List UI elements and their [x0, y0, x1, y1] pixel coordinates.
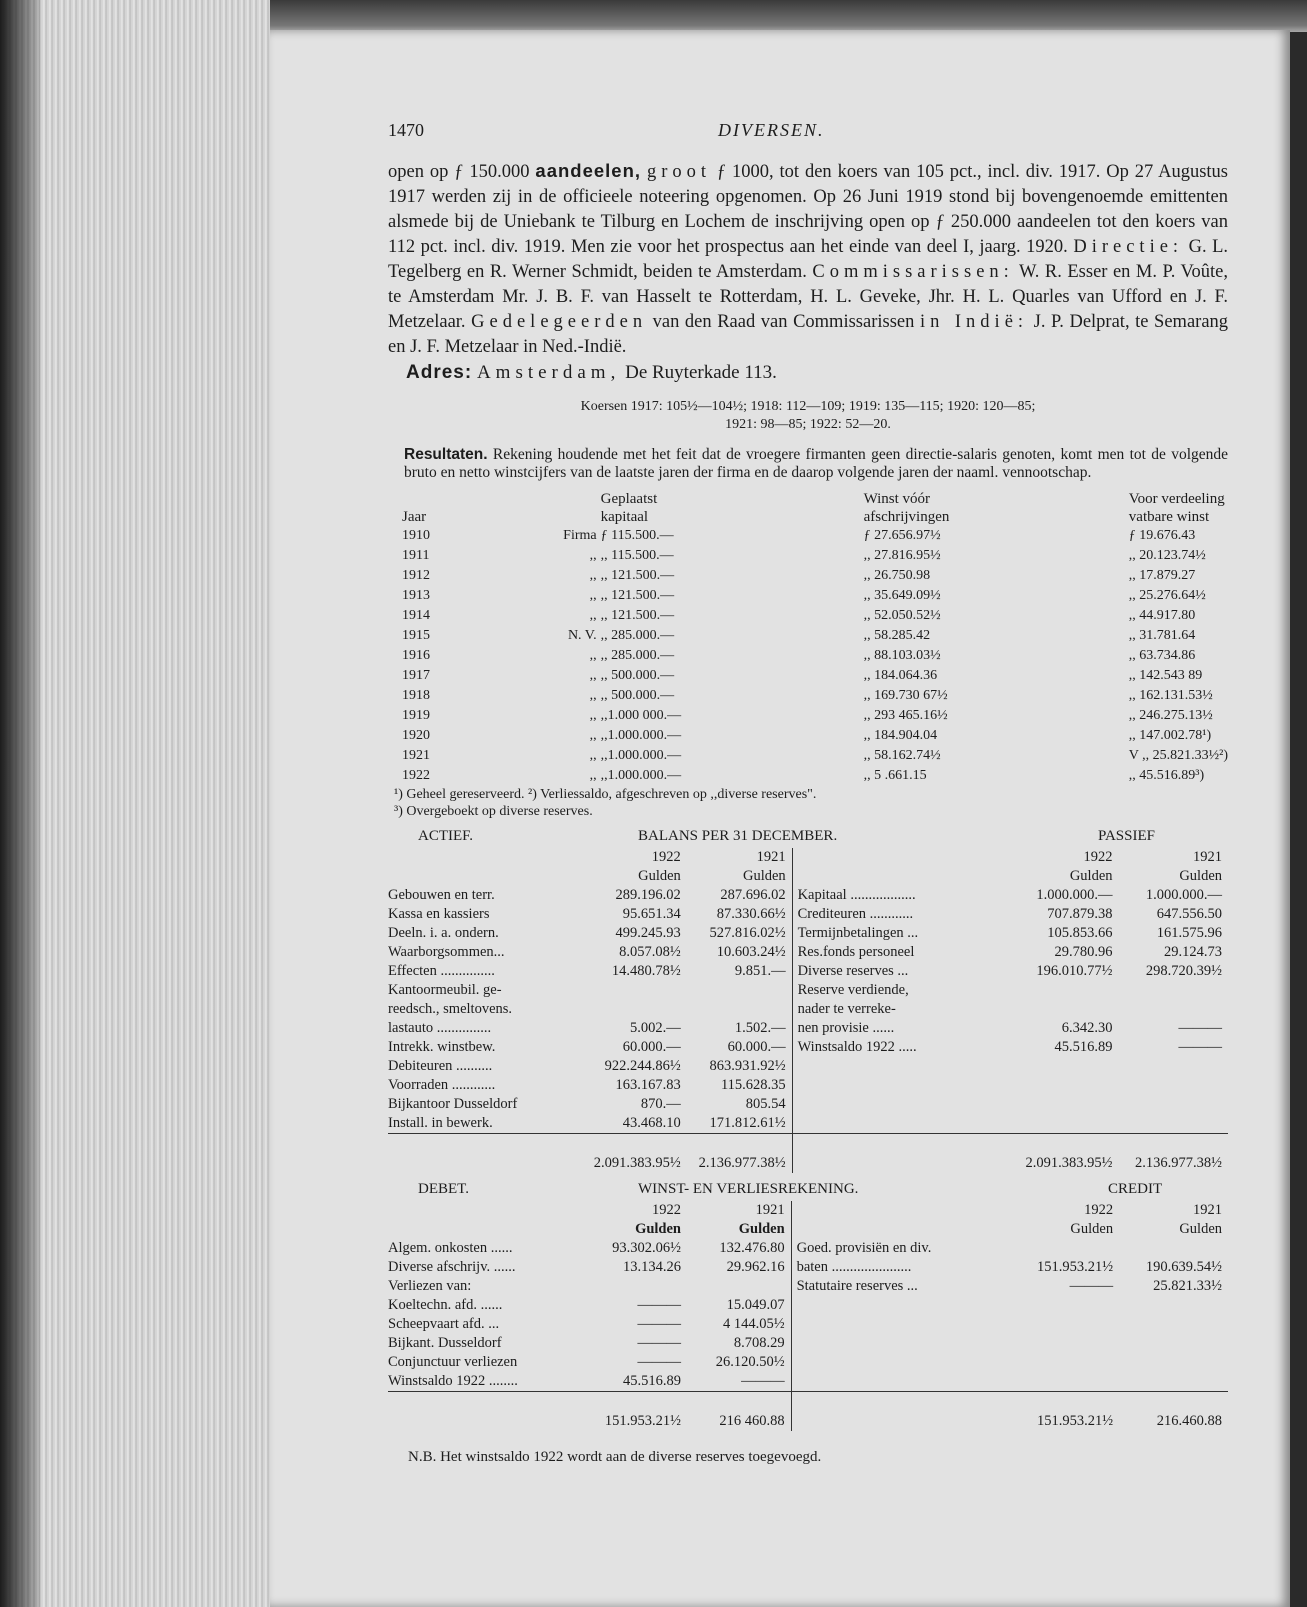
wv-unit-left-2: Gulden: [738, 1221, 785, 1237]
wv-right-label: Statutaire reserves ...: [796, 1278, 918, 1294]
balans-right-label: Res.fonds personeel: [797, 944, 915, 960]
wv-left-label: Koeltechn. afd. ......: [388, 1297, 503, 1313]
balans-left-1921: 10.603.24½: [716, 944, 786, 960]
balans-right-label: Winstsaldo 1922 .....: [797, 1039, 917, 1055]
balans-right-1922: [1009, 981, 1118, 1000]
winst-table: [388, 490, 1228, 786]
wv-total-debet-1922: 151.953.21½: [583, 1392, 687, 1432]
row-vorm: ,,: [589, 688, 597, 703]
balans-left-1922: 5.002.—: [630, 1020, 681, 1036]
row-jaar: 1916: [402, 648, 430, 663]
row-vatbaar: ,, 31.781.64: [1128, 628, 1196, 643]
winst-row: [388, 746, 1228, 766]
page-title: DIVERSEN.: [718, 120, 825, 140]
wv-title: WINST- EN VERLIESREKENING.: [638, 1181, 859, 1197]
balans-row: [388, 1038, 1228, 1057]
balans-row: [388, 1114, 1228, 1134]
row-winst: ,, 27.816.95½: [863, 548, 941, 563]
balans-left-label: Kassa en kassiers: [388, 906, 490, 922]
balans-left-1921: 60.000.—: [727, 1039, 786, 1055]
header-winst-2: afschrijvingen: [863, 509, 950, 525]
adres-label: Adres:: [406, 362, 473, 383]
wv-left-1921: [687, 1277, 791, 1296]
row-vorm: ,,: [589, 768, 597, 783]
balans-left-1922: 499.245.93: [615, 925, 681, 941]
balans-body: [388, 886, 1228, 1134]
row-vatbaar: ,, 162.131.53½: [1128, 688, 1213, 703]
winst-row: [388, 606, 1228, 626]
row-jaar: 1919: [402, 708, 430, 723]
row-vatbaar: ,, 246.275.13½: [1128, 708, 1213, 723]
balans-row: [388, 905, 1228, 924]
balans-left-1921: 863.931.92½: [709, 1058, 786, 1074]
row-vorm: ,,: [589, 668, 597, 683]
winst-row: [388, 526, 1228, 546]
balans-left-label: Intrekk. winstbew.: [388, 1039, 496, 1055]
row-jaar: 1912: [402, 568, 430, 583]
wv-body: [388, 1239, 1228, 1392]
wv-left-label: Verliezen van:: [388, 1278, 472, 1294]
row-winst: ,, 5 .661.15: [863, 768, 927, 783]
balans-total-actief-1922: 2.091.383.95½: [582, 1134, 687, 1174]
balans-right-1922: 105.853.66: [1047, 925, 1113, 941]
row-vatbaar: ,, 17.879.27: [1128, 568, 1196, 583]
footnote-2: ³) Overgeboekt op diverse reserves.: [394, 804, 593, 819]
balans-left-label: lastauto ...............: [388, 1020, 492, 1036]
balans-year-1921-left: 1921: [756, 849, 786, 865]
balans-right-1921: ———: [1178, 1039, 1222, 1055]
commissarissen-keyword: Commissarissen:: [812, 262, 1014, 282]
wv-left-label: Winstsaldo 1922 ........: [388, 1373, 518, 1389]
wv-row: [388, 1277, 1228, 1296]
balans-left-label: Voorraden ............: [388, 1077, 496, 1093]
wv-left-1921: 29.962.16: [726, 1259, 785, 1275]
wv-left-label: Conjunctuur verliezen: [388, 1354, 518, 1370]
row-vatbaar: ,, 20.123.74½: [1128, 548, 1206, 563]
balans-left-1922: 870.—: [640, 1096, 681, 1112]
winst-row: [388, 766, 1228, 786]
balans-right-1922: 45.516.89: [1054, 1039, 1113, 1055]
resultaten-paragraph: [404, 446, 1228, 482]
row-jaar: 1922: [402, 768, 430, 783]
balans-unit-row: [388, 867, 1228, 886]
row-vatbaar: ƒ 19.676.43: [1128, 528, 1196, 543]
balans-left-label: Kantoormeubil. ge-: [388, 982, 502, 998]
row-winst: ,, 58.162.74½: [863, 748, 941, 763]
balans-left-1922: 43.468.10: [622, 1115, 681, 1131]
balans-unit-left-2: Gulden: [742, 868, 786, 884]
balans-row: [388, 1076, 1228, 1095]
indie-names: J. P. Delprat, te Semarang en J. F. Metzelaar in Ned.-Indië.: [388, 312, 1229, 357]
book-page-edges: [0, 0, 270, 1607]
row-winst: ƒ 27.656.97½: [863, 528, 941, 543]
balans-left-1921: 527.816.02½: [709, 925, 786, 941]
winst-table-header-1: [388, 490, 1228, 508]
balans-totals-row: [388, 1134, 1228, 1174]
winst-table-body: [388, 526, 1228, 786]
adres-city: Amsterdam,: [476, 362, 621, 383]
koersen-block: [388, 398, 1228, 434]
row-winst: ,, 58.285.42: [863, 628, 931, 643]
resultaten-label: Resultaten.: [404, 446, 488, 463]
balans-left-1921: 115.628.35: [720, 1077, 786, 1093]
row-vorm: ,,: [589, 748, 597, 763]
row-vorm: ,,: [589, 568, 597, 583]
wv-table: [388, 1201, 1228, 1431]
winst-row: [388, 546, 1228, 566]
balans-row: [388, 1095, 1228, 1114]
balans-right-label: nader te verreke-: [797, 1001, 896, 1017]
wv-row: [388, 1372, 1228, 1392]
wv-right-1922: 151.953.21½: [1036, 1259, 1114, 1275]
wv-total-credit-1922: 151.953.21½: [1010, 1392, 1119, 1432]
book-edge-shadow: [0, 0, 40, 1607]
balans-right-1921: ———: [1178, 1020, 1222, 1036]
wv-heading: [388, 1181, 1228, 1201]
row-vatbaar: ,, 147.002.78¹): [1128, 728, 1212, 743]
intro-paragraph: [388, 158, 1228, 360]
balans-left-1921: 9.851.—: [734, 963, 786, 979]
passief-label: PASSIEF: [1098, 828, 1155, 844]
intro-text-5: ƒ 1000, tot den koers van 105 pct., incl. div. 1917. Op 27 Augustus 1917 werden zij in de officieele noteering opgenomen. Op 26 Juni 1919 stond bij bovengenoemde emittenten alsmede bij de Uniebank te Tilburg en Lochem de inschrijving open op ƒ 250.000 aandeelen tot den koers van 112 pct. incl. div. 1919. Men zie voor het prospectus aan het einde van deel I, jaarg. 1920.: [388, 162, 1229, 257]
balans-left-label: Waarborgsommen...: [388, 944, 505, 960]
row-jaar: 1918: [402, 688, 430, 703]
balans-left-1921: [687, 1000, 792, 1019]
balans-row: [388, 943, 1228, 962]
wv-left-1922: ———: [637, 1335, 681, 1351]
balans-right-label: Diverse reserves ...: [797, 963, 909, 979]
balans-row: [388, 1057, 1228, 1076]
balans-right-1922: 6.342.30: [1061, 1020, 1113, 1036]
row-kapitaal: ,,1.000.000.—: [600, 748, 682, 763]
wv-row: [388, 1315, 1228, 1334]
row-kapitaal: ƒ 115.500.—: [600, 528, 674, 543]
balans-left-1922: 60.000.—: [622, 1039, 681, 1055]
balans-right-1921: 161.575.96: [1156, 925, 1222, 941]
balans-left-1922: 14.480.78½: [611, 963, 681, 979]
page-number: 1470: [388, 120, 424, 140]
balans-right-1922: 29.780.96: [1054, 944, 1113, 960]
wv-unit-row: [388, 1220, 1228, 1239]
row-winst: ,, 35.649.09½: [863, 588, 941, 603]
balans-right-1921: [1119, 1000, 1229, 1019]
wv-right-1922: [1010, 1239, 1119, 1258]
winst-row: [388, 566, 1228, 586]
wv-totals-row: [388, 1392, 1228, 1432]
row-kapitaal: ,,1.000.000.—: [600, 768, 682, 783]
row-vorm: ,,: [589, 648, 597, 663]
debet-label: DEBET.: [418, 1181, 469, 1197]
row-jaar: 1917: [402, 668, 430, 683]
nb-note: N.B. Het winstsaldo 1922 wordt aan de diverse reserves toegevoegd.: [408, 1449, 822, 1465]
row-vorm: ,,: [589, 728, 597, 743]
balans-left-label: Debiteuren ..........: [388, 1058, 493, 1074]
directie-keyword: Directie:: [1073, 237, 1184, 257]
balans-right-1921: 298.720.39½: [1145, 963, 1222, 979]
balans-row: [388, 886, 1228, 905]
balans-year-1921-right: 1921: [1193, 849, 1222, 865]
balans-left-label: Install. in bewerk.: [388, 1115, 493, 1131]
balans-right-1922: 707.879.38: [1047, 906, 1113, 922]
wv-year-1921-right: 1921: [1193, 1202, 1222, 1218]
wv-left-1921: 8.708.29: [733, 1335, 785, 1351]
balans-table: [388, 848, 1228, 1173]
wv-year-1922-right: 1922: [1084, 1202, 1114, 1218]
balans-right-1921: 1.000.000.—: [1145, 887, 1222, 903]
row-kapitaal: ,, 285.000.—: [600, 628, 675, 643]
balans-year-1922-right: 1922: [1083, 849, 1113, 865]
row-winst: ,, 184.904.04: [863, 728, 938, 743]
balans-right-1922: 1.000.000.—: [1036, 887, 1113, 903]
row-kapitaal: ,, 285.000.—: [600, 648, 675, 663]
row-winst: ,, 88.103.03½: [863, 648, 941, 663]
wv-year-row: [388, 1201, 1228, 1220]
winst-row: [388, 626, 1228, 646]
winst-row: [388, 686, 1228, 706]
wv-left-1921: 4 144.05½: [723, 1316, 785, 1332]
balans-right-1921: 29.124.73: [1164, 944, 1222, 960]
balans-total-passief-1922: 2.091.383.95½: [1009, 1134, 1118, 1174]
wv-left-1922: ———: [637, 1316, 681, 1332]
row-winst: ,, 169.730 67½: [863, 688, 948, 703]
balans-left-1921: 87.330.66½: [716, 906, 786, 922]
aandeelen-keyword: aandeelen,: [535, 160, 642, 181]
wv-left-1922: 93.302.06½: [612, 1240, 681, 1256]
balans-left-1922: [582, 981, 687, 1000]
wv-left-label: Diverse afschrijv. ......: [388, 1259, 516, 1275]
page-content: [388, 120, 1228, 1466]
balans-left-1922: 922.244.86½: [604, 1058, 681, 1074]
balans-left-1922: 8.057.08½: [619, 944, 681, 960]
balans-right-label: Crediteuren ............: [797, 906, 914, 922]
winst-row: [388, 646, 1228, 666]
winst-row: [388, 726, 1228, 746]
balans-right-1921: 647.556.50: [1156, 906, 1222, 922]
row-kapitaal: ,,1.000.000.—: [600, 728, 682, 743]
row-vatbaar: V ,, 25.821.33½²): [1128, 748, 1228, 763]
balans-year-1922-left: 1922: [651, 849, 681, 865]
row-kapitaal: ,, 121.500.—: [600, 588, 675, 603]
row-kapitaal: ,,1.000 000.—: [600, 708, 682, 723]
credit-label: CREDIT: [1108, 1181, 1163, 1197]
row-winst: ,, 293 465.16½: [863, 708, 948, 723]
balans-left-label: Effecten ...............: [388, 963, 495, 979]
balans-right-1921: [1119, 981, 1229, 1000]
balans-unit-right-1: Gulden: [1069, 868, 1113, 884]
row-vatbaar: ,, 45.516.89³): [1128, 768, 1205, 783]
row-vorm: ,,: [589, 708, 597, 723]
row-winst: ,, 52.050.52½: [863, 608, 941, 623]
row-vorm: N. V.: [567, 628, 597, 643]
wv-unit-left-1: Gulden: [635, 1221, 681, 1237]
wv-left-1921: 26.120.50½: [715, 1354, 785, 1370]
gedelegeerden-keyword: Gedelegeerden: [471, 312, 648, 332]
header-kapitaal-2: kapitaal: [600, 509, 649, 525]
balans-unit-right-2: Gulden: [1179, 868, 1222, 884]
balans-heading: [388, 828, 1228, 848]
row-kapitaal: ,, 115.500.—: [600, 548, 674, 563]
actief-label: ACTIEF.: [418, 828, 474, 844]
resultaten-text: Rekening houdende met het feit dat de vroegere firmanten geen directie-salaris genoten, komt men tot de volgende bruto en netto winstcijfers van de laatste jaren der firma en de daarop volgende jaren der naaml. vennootschap.: [404, 446, 1229, 481]
row-vorm: ,,: [589, 548, 597, 563]
balans-left-1921: 171.812.61½: [709, 1115, 786, 1131]
row-vorm: ,,: [589, 608, 597, 623]
balans-total-actief-1921: 2.136.977.38½: [687, 1134, 792, 1174]
balans-left-1921: 805.54: [745, 1096, 786, 1112]
wv-left-1921: 15.049.07: [726, 1297, 785, 1313]
winst-row: [388, 666, 1228, 686]
wv-left-1922: 13.134.26: [623, 1259, 681, 1275]
page-header: [388, 120, 1228, 150]
balans-row: [388, 924, 1228, 943]
balans-right-label: Termijnbetalingen ...: [797, 925, 919, 941]
balans-left-label: Gebouwen en terr.: [388, 887, 495, 903]
balans-left-label: reedsch., smeltovens.: [388, 1001, 513, 1017]
wv-right-1921: 25.821.33½: [1153, 1278, 1222, 1294]
balans-right-label: Kapitaal ..................: [797, 887, 916, 903]
wv-left-1922: ———: [637, 1354, 681, 1370]
balans-row: [388, 1019, 1228, 1038]
wv-right-label: Goed. provisiën en div.: [796, 1240, 932, 1256]
header-vatbaar-1: Voor verdeeling: [1128, 491, 1225, 507]
wv-row: [388, 1239, 1228, 1258]
balans-unit-left-1: Gulden: [638, 868, 681, 884]
indie-keyword: in Indië:: [919, 312, 1029, 332]
footnote-1: ¹) Geheel gereserveerd. ²) Verliessaldo, afgeschreven op ,,diverse reserves".: [394, 787, 817, 802]
wv-right-1921: [1119, 1239, 1228, 1258]
wv-unit-right-2: Gulden: [1179, 1221, 1222, 1237]
row-jaar: 1914: [402, 608, 430, 623]
groot-keyword: groot: [646, 162, 711, 182]
balans-left-label: Deeln. i. a. ondern.: [388, 925, 499, 941]
wv-left-1921: 132.476.80: [719, 1240, 785, 1256]
balans-left-1921: [687, 981, 792, 1000]
intro-text-11: van den Raad van Commissarissen: [652, 312, 915, 332]
wv-left-1922: ———: [637, 1297, 681, 1313]
address-line: [406, 362, 1228, 384]
row-vatbaar: ,, 44.917.80: [1128, 608, 1196, 623]
header-jaar: Jaar: [402, 509, 427, 525]
row-jaar: 1913: [402, 588, 430, 603]
balans-right-1922: [1009, 1000, 1118, 1019]
wv-right-1921: 190.639.54½: [1145, 1259, 1222, 1275]
header-kapitaal-1: Geplaatst: [600, 491, 658, 507]
adres-street: De Ruyterkade 113.: [625, 362, 777, 383]
balans-right-label: Reserve verdiende,: [797, 982, 909, 998]
balans-year-row: [388, 848, 1228, 867]
balans-left-1921: 1.502.—: [734, 1020, 786, 1036]
row-vorm: Firma: [563, 528, 597, 543]
winst-row: [388, 586, 1228, 606]
winst-row: [388, 706, 1228, 726]
directie-names: G. L. Tegelberg en R. Werner Schmidt, beiden te Amsterdam.: [388, 237, 1229, 282]
intro-text-1: open op: [388, 162, 449, 182]
row-jaar: 1911: [402, 548, 430, 563]
row-jaar: 1921: [402, 748, 430, 763]
book-page: [270, 30, 1290, 1607]
winst-table-header-2: [388, 508, 1228, 526]
wv-row: [388, 1296, 1228, 1315]
koersen-line-2: 1921: 98—85; 1922: 52—20.: [725, 417, 891, 432]
row-vatbaar: ,, 25.276.64½: [1128, 588, 1206, 603]
row-vatbaar: ,, 63.734.86: [1128, 648, 1196, 663]
wv-left-1921: ———: [741, 1373, 785, 1389]
row-jaar: 1910: [402, 528, 430, 543]
wv-right-1922: ———: [1069, 1278, 1114, 1294]
row-jaar: 1915: [402, 628, 430, 643]
commissarissen-names: W. R. Esser en M. P. Voûte, te Amsterdam Mr. J. B. F. van Hasselt te Rotterdam, H. L. Geveke, Jhr. H. L. Quarles van Ufford en J. F. Metzelaar.: [388, 262, 1228, 332]
wv-left-label: Bijkant. Dusseldorf: [388, 1335, 502, 1351]
balans-left-1922: [582, 1000, 687, 1019]
wv-left-1922: [583, 1277, 687, 1296]
wv-left-label: Scheepvaart afd. ...: [388, 1316, 500, 1332]
row-kapitaal: ,, 500.000.—: [600, 688, 675, 703]
balans-left-label: Bijkantoor Dusseldorf: [388, 1096, 518, 1112]
wv-left-1922: 45.516.89: [623, 1373, 681, 1389]
wv-total-credit-1921: 216.460.88: [1119, 1392, 1228, 1432]
balans-row: [388, 962, 1228, 981]
wv-year-1922-left: 1922: [652, 1202, 681, 1218]
balans-right-label: nen provisie ......: [797, 1020, 895, 1036]
intro-text-2: ƒ 150.000: [454, 162, 530, 182]
balans-row: [388, 981, 1228, 1000]
wv-right-label: baten ......................: [796, 1259, 912, 1275]
header-vatbaar-2: vatbare winst: [1128, 509, 1210, 525]
balans-title: BALANS PER 31 DECEMBER.: [638, 828, 838, 844]
row-vorm: ,,: [589, 588, 597, 603]
wv-row: [388, 1353, 1228, 1372]
balans-right-1922: 196.010.77½: [1036, 963, 1113, 979]
koersen-line-1: Koersen 1917: 105½—104½; 1918: 112—109; 1919: 135—115; 1920: 120—85;: [580, 399, 1036, 414]
row-vatbaar: ,, 142.543 89: [1128, 668, 1203, 683]
header-winst-1: Winst vóór: [863, 491, 931, 507]
balans-row: [388, 1000, 1228, 1019]
row-kapitaal: ,, 121.500.—: [600, 608, 675, 623]
balans-left-1922: 289.196.02: [615, 887, 681, 903]
wv-year-1921-left: 1921: [755, 1202, 785, 1218]
row-winst: ,, 26.750.98: [863, 568, 931, 583]
row-winst: ,, 184.064.36: [863, 668, 938, 683]
wv-row: [388, 1334, 1228, 1353]
row-kapitaal: ,, 121.500.—: [600, 568, 675, 583]
balans-left-1922: 163.167.83: [615, 1077, 681, 1093]
balans-total-passief-1921: 2.136.977.38½: [1119, 1134, 1229, 1174]
balans-left-1922: 95.651.34: [622, 906, 681, 922]
balans-left-1921: 287.696.02: [720, 887, 786, 903]
wv-row: [388, 1258, 1228, 1277]
row-kapitaal: ,, 500.000.—: [600, 668, 675, 683]
row-jaar: 1920: [402, 728, 430, 743]
wv-total-debet-1921: 216 460.88: [687, 1392, 791, 1432]
wv-unit-right-1: Gulden: [1070, 1221, 1114, 1237]
wv-left-label: Algem. onkosten ......: [388, 1240, 513, 1256]
